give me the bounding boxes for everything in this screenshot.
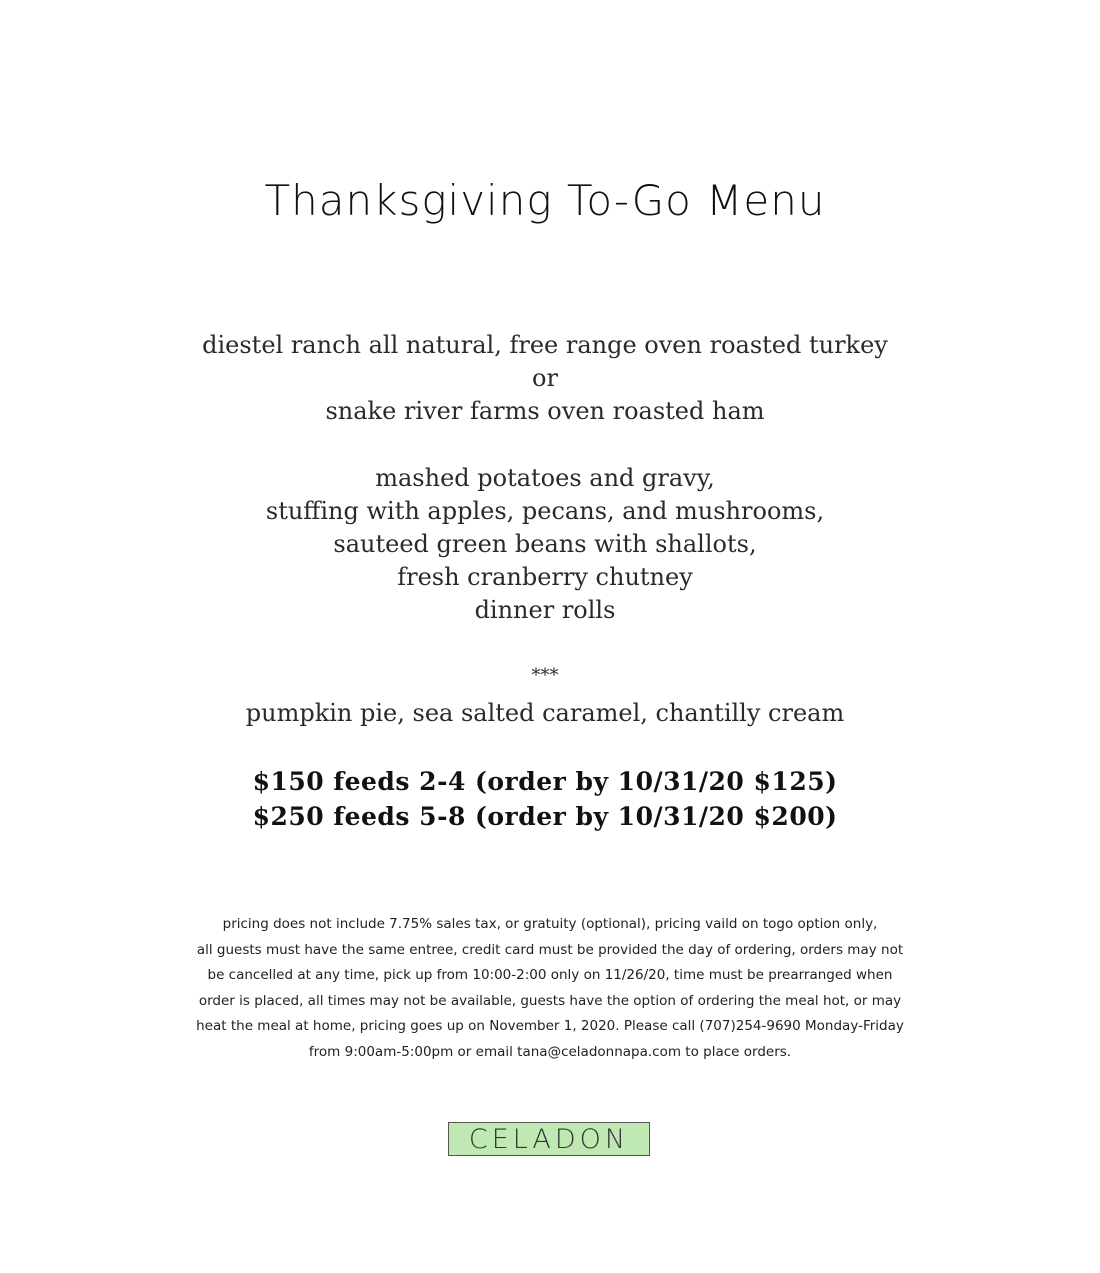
fine-print-line: be cancelled at any time, pick up from 10:00-2:00 only on 11/26/20, time must be prearranged when — [207, 967, 893, 983]
fine-print-line: pricing does not include 7.75% sales tax, or gratuity (optional), pricing vaild on togo option only, — [222, 916, 878, 932]
price-small: $150 feeds 2-4 (order by 10/31/20 $125) — [252, 767, 838, 796]
page-title: Thanksgiving To-Go Menu — [264, 176, 826, 225]
fine-print-line: from 9:00am-5:00pm or email tana@celadonnapa.com to place orders. — [308, 1043, 792, 1060]
side-dish-item: stuffing with apples, pecans, and mushrooms, — [265, 497, 825, 525]
fine-print-line: heat the meal at home, pricing goes up on November 1, 2020. Please call (707)254-9690 Monday-Friday — [196, 1018, 904, 1034]
entree-or: or — [532, 364, 558, 392]
side-dish-item: fresh cranberry chutney — [397, 563, 693, 591]
entree-turkey: diestel ranch all natural, free range oven roasted turkey — [202, 331, 888, 359]
pricing-block — [0, 764, 1090, 834]
dessert-item: pumpkin pie, sea salted caramel, chantilly cream — [245, 699, 845, 727]
celadon-logo: CELADON — [448, 1122, 650, 1156]
fine-print-line: all guests must have the same entree, credit card must be provided the day of ordering, orders may not — [196, 941, 904, 958]
side-dish-item: mashed potatoes and gravy, — [375, 464, 715, 492]
side-dishes — [0, 462, 1090, 627]
main-entree-options — [0, 329, 1090, 428]
section-separator: *** — [531, 665, 559, 686]
fine-print-line: order is placed, all times may not be available, guests have the option of ordering the meal hot, or may — [198, 992, 902, 1009]
price-large: $250 feeds 5-8 (order by 10/31/20 $200) — [252, 802, 838, 831]
terms-fine-print — [135, 912, 965, 1065]
side-dish-item: sauteed green beans with shallots, — [333, 530, 757, 558]
side-dish-item: dinner rolls — [474, 596, 616, 624]
entree-ham: snake river farms oven roasted ham — [325, 397, 765, 425]
